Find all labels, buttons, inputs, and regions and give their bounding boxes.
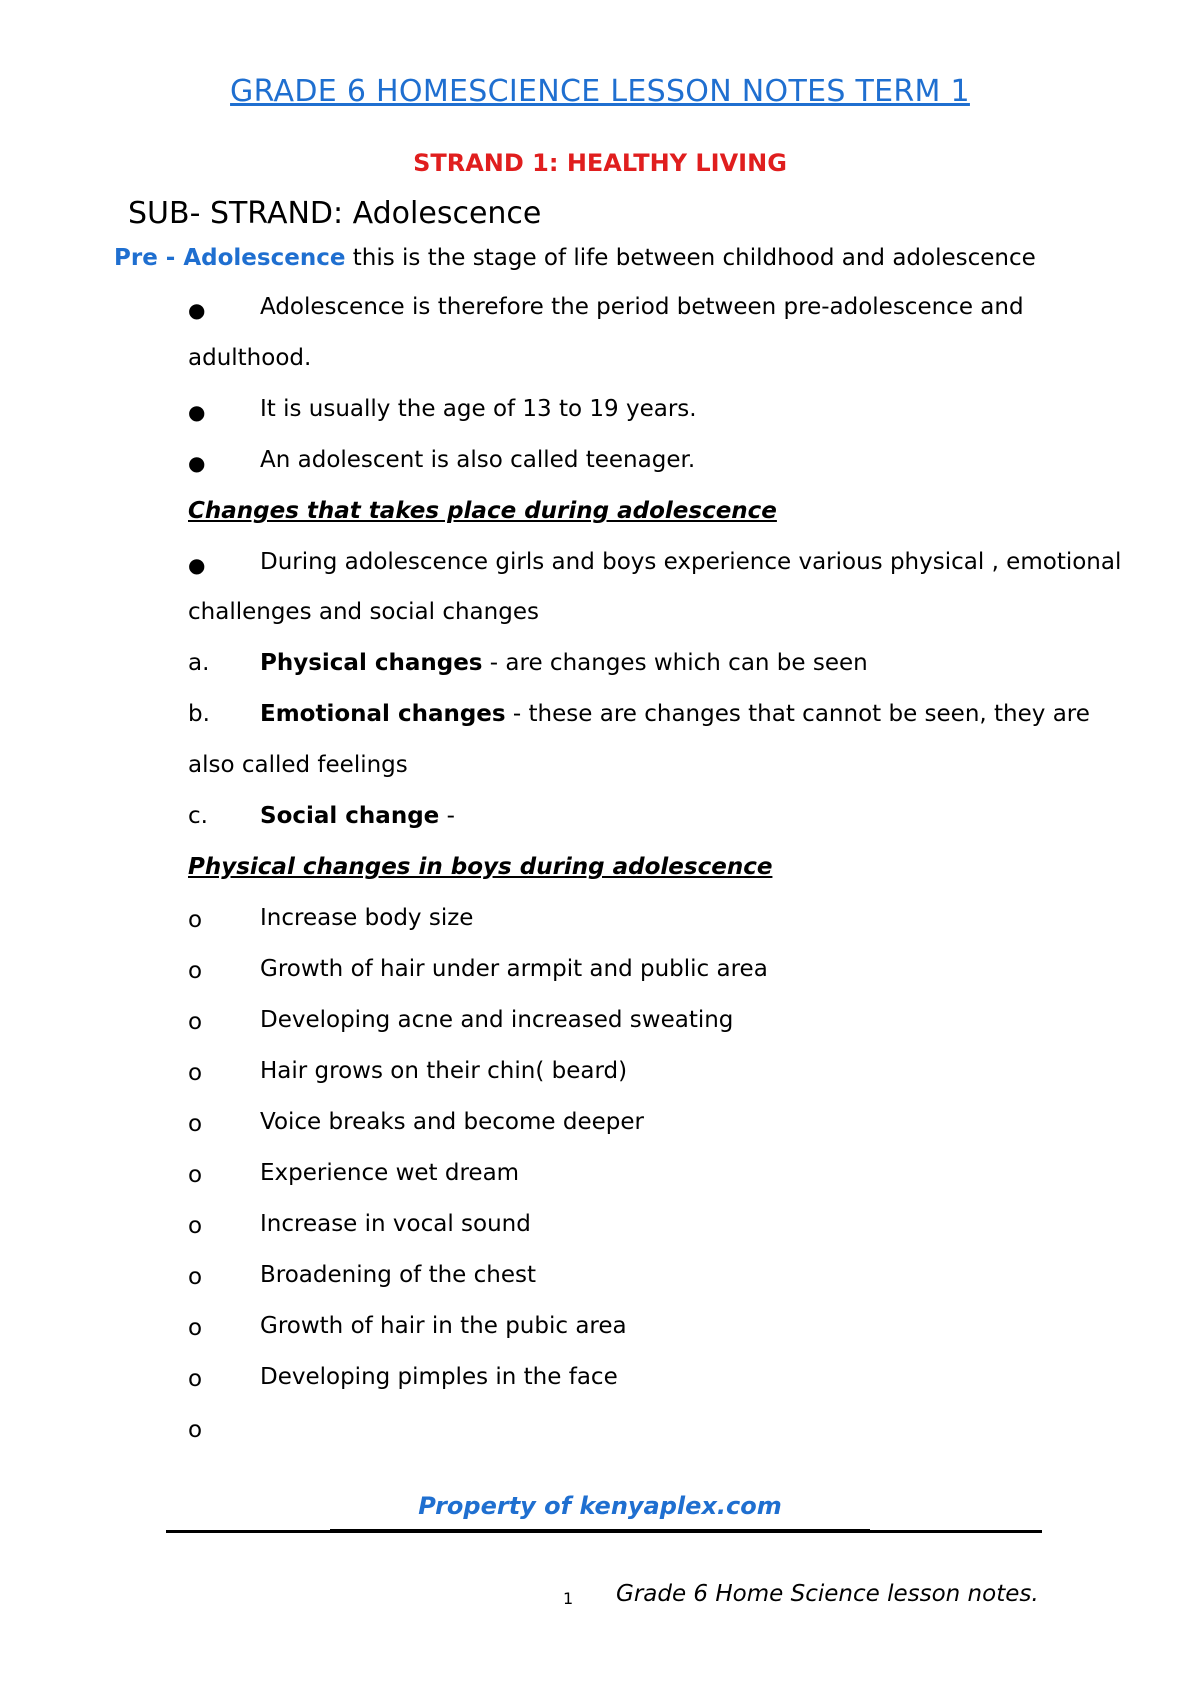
list-item: Developing pimples in the face bbox=[260, 1364, 618, 1390]
circle-bullet-icon: o bbox=[188, 907, 203, 933]
list-item: Voice breaks and become deeper bbox=[260, 1109, 644, 1135]
list-item: Growth of hair under armpit and public area bbox=[260, 956, 768, 982]
bullet-item: It is usually the age of 13 to 19 years. bbox=[260, 396, 697, 422]
bullet-dot-icon: ● bbox=[188, 298, 206, 322]
circle-bullet-icon: o bbox=[188, 1213, 203, 1239]
substrand-heading: SUB- STRAND: Adolescence bbox=[128, 196, 542, 231]
property-notice: Property of kenyaplex.com bbox=[418, 1492, 782, 1520]
circle-bullet-icon: o bbox=[188, 1009, 203, 1035]
change-type-text: - bbox=[439, 803, 455, 829]
page-number: 1 bbox=[563, 1589, 574, 1608]
bullet-item: An adolescent is also called teenager. bbox=[260, 447, 696, 473]
circle-bullet-icon: o bbox=[188, 1060, 203, 1086]
footer-divider-thick bbox=[330, 1529, 870, 1531]
list-marker: b. bbox=[188, 701, 210, 727]
changes-heading: Changes that takes place during adolescence bbox=[188, 498, 777, 524]
list-item: Hair grows on their chin( beard) bbox=[260, 1058, 628, 1084]
circle-bullet-icon: o bbox=[188, 1417, 203, 1443]
bullet-item: Adolescence is therefore the period between pre-adolescence and bbox=[260, 294, 1024, 320]
list-marker: c. bbox=[188, 803, 208, 829]
list-item: Experience wet dream bbox=[260, 1160, 520, 1186]
bullet-item-continued: challenges and social changes bbox=[188, 599, 539, 625]
bullet-dot-icon: ● bbox=[188, 451, 206, 475]
list-item: Increase body size bbox=[260, 905, 474, 931]
change-type-term: Emotional changes bbox=[260, 701, 506, 727]
list-item: Developing acne and increased sweating bbox=[260, 1007, 734, 1033]
list-item: Growth of hair in the pubic area bbox=[260, 1313, 627, 1339]
circle-bullet-icon: o bbox=[188, 1162, 203, 1188]
bullet-dot-icon: ● bbox=[188, 553, 206, 577]
change-type-term: Social change bbox=[260, 803, 440, 829]
change-type-continued: also called feelings bbox=[188, 752, 408, 778]
change-type-emotional bbox=[260, 701, 1090, 727]
circle-bullet-icon: o bbox=[188, 958, 203, 984]
strand-heading: STRAND 1: HEALTHY LIVING bbox=[413, 149, 787, 177]
bullet-item-continued: adulthood. bbox=[188, 345, 312, 371]
boys-changes-heading: Physical changes in boys during adolescence bbox=[188, 854, 773, 880]
circle-bullet-icon: o bbox=[188, 1315, 203, 1341]
change-type-social bbox=[260, 803, 455, 829]
change-type-text: - are changes which can be seen bbox=[482, 650, 868, 676]
circle-bullet-icon: o bbox=[188, 1111, 203, 1137]
intro-term: Pre - Adolescence bbox=[114, 245, 346, 271]
circle-bullet-icon: o bbox=[188, 1366, 203, 1392]
intro-text: this is the stage of life between childhood and adolescence bbox=[345, 245, 1036, 271]
list-marker: a. bbox=[188, 650, 210, 676]
intro-definition bbox=[114, 245, 1036, 271]
bullet-item: During adolescence girls and boys experience various physical , emotional bbox=[260, 549, 1122, 575]
bullet-dot-icon: ● bbox=[188, 400, 206, 424]
page-title: GRADE 6 HOMESCIENCE LESSON NOTES TERM 1 bbox=[230, 74, 970, 109]
circle-bullet-icon: o bbox=[188, 1264, 203, 1290]
change-type-physical bbox=[260, 650, 868, 676]
change-type-text: - these are changes that cannot be seen, they are bbox=[505, 701, 1090, 727]
list-item: Broadening of the chest bbox=[260, 1262, 537, 1288]
change-type-term: Physical changes bbox=[260, 650, 483, 676]
footer-caption: Grade 6 Home Science lesson notes. bbox=[616, 1581, 1039, 1607]
list-item: Increase in vocal sound bbox=[260, 1211, 531, 1237]
